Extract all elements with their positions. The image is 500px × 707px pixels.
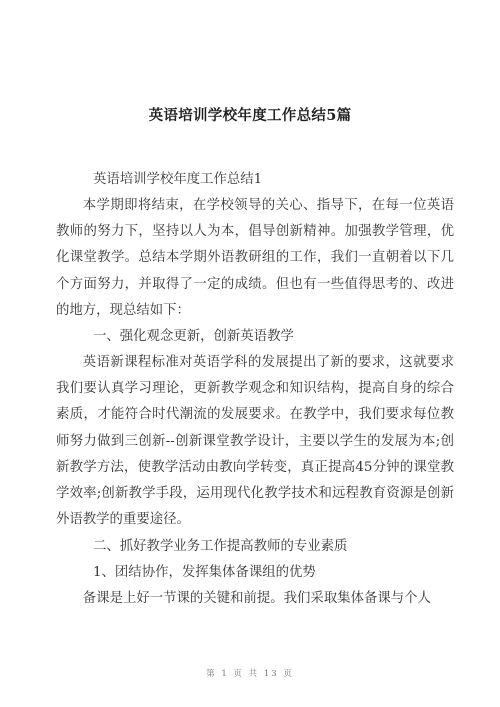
page-footer: 第 1 页 共 13 页 — [206, 669, 294, 679]
section-subtitle: 英语培训学校年度工作总结1 — [93, 172, 263, 187]
section-1-paragraph: 英语新课程标准对英语学科的发展提出了新的要求，这就要求我们要认真学习理论，更新教学观念和知识结构，提高自身的综合素质，才能符合时代潮流的发展要求。在教学中，我们要求每位教师努力做到三创新--创新课堂教学设计，主要以学生的发展为本;创新教学方法，使教学活动由教向学转变，真正提高45分钟的课堂教学效率;创新教学手段，运用现代化教学技术和远程教育资源是创新外语教学的重要途径。 — [56, 355, 454, 528]
subsection-2-1-paragraph: 备课是上好一节课的关键和前提。我们采取集体备课与个人 — [82, 591, 431, 606]
subsection-heading-2-1: 1、团结协作，发挥集体备课组的优势 — [93, 565, 316, 580]
intro-paragraph: 本学期即将结束，在学校领导的关心、指导下，在每一位英语教师的努力下，坚持以人为本，倡导创新精神。加强教学管理，优化课堂教学。总结本学期外语教研组的工作，我们一直朝着以下几个方面努力，并取得了一定的成绩。但也有一些值得思考的、改进的地方，现总结如下： — [56, 198, 454, 318]
section-heading-2: 二、抓好教学业务工作提高教师的专业素质 — [93, 539, 348, 554]
document-title: 英语培训学校年度工作总结5篇 — [148, 107, 352, 124]
section-heading-1: 一、强化观念更新，创新英语教学 — [93, 329, 294, 344]
